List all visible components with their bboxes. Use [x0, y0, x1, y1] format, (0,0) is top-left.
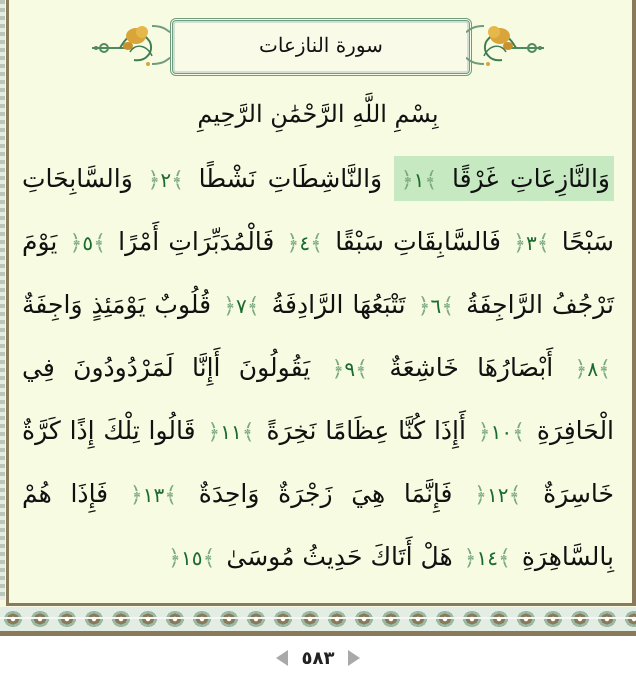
ayah-number: ٩	[344, 357, 356, 381]
ayah-number: ١٠	[490, 420, 513, 444]
ayah-number: ٧	[235, 294, 247, 318]
ayah-number-marker	[464, 546, 511, 570]
ayah-text: وَالنَّاشِطَاتِ نَشْطًا	[198, 164, 383, 193]
ayah-number-marker	[207, 420, 254, 444]
ornate-bracket-icon: ﴾	[93, 231, 107, 256]
frame-left-border	[6, 0, 9, 605]
ayah-text: قَالُوا تِلْكَ إِذًا كَرَّةٌ خَاسِرَةٌ	[22, 416, 615, 508]
ayah[interactable]	[220, 290, 406, 319]
ornamental-border-band	[0, 607, 636, 631]
ornate-bracket-icon: ﴾	[171, 168, 184, 193]
bismillah: بِسْمِ اللَّهِ الرَّحْمَٰنِ الرَّحِيمِ	[197, 100, 439, 128]
ayah-number: ١٢	[487, 483, 509, 507]
ornate-bracket-icon: ﴿	[223, 294, 236, 319]
ayah-number: ١٣	[142, 483, 165, 507]
ornate-bracket-icon: ﴿	[400, 168, 414, 193]
ornate-bracket-icon: ﴾	[164, 483, 178, 508]
ornate-bracket-icon: ﴿	[168, 546, 182, 571]
page-edge-decoration	[0, 0, 5, 600]
surah-title-cartouche	[170, 18, 472, 76]
previous-page-arrow-icon[interactable]	[276, 650, 288, 666]
ayah-text: وَالسَّابِحَاتِ سَبْحًا	[22, 164, 614, 256]
ayah-number-marker	[331, 357, 368, 381]
ornate-bracket-icon: ﴿	[69, 231, 83, 256]
ayah-text: فَإِذَا هُمْ بِالسَّاهِرَةِ	[22, 479, 614, 571]
ayah-text: أَبْصَارُهَا خَاشِعَةٌ	[389, 353, 554, 382]
ayah-number: ١	[413, 168, 425, 192]
ayah-number: ١٥	[181, 546, 203, 570]
ayah[interactable]	[394, 156, 614, 201]
ayah[interactable]	[127, 479, 453, 508]
ayah-number: ١٤	[476, 546, 498, 570]
frame-bottom-border	[6, 603, 636, 606]
ornate-bracket-icon: ﴿	[286, 231, 300, 256]
ornate-bracket-icon: ﴿	[477, 420, 491, 445]
surah-header	[90, 14, 546, 74]
ornate-bracket-icon: ﴿	[474, 483, 488, 508]
ornate-bracket-icon: ﴾	[512, 420, 526, 445]
ayah[interactable]	[328, 353, 553, 382]
ayah-number-marker	[574, 357, 611, 381]
page-number: ٥٨٣	[301, 647, 335, 669]
ornate-bracket-icon: ﴿	[129, 483, 143, 508]
ornate-bracket-icon: ﴾	[355, 357, 369, 382]
frame-outer-bottom-border	[0, 631, 636, 636]
ayah-number-marker	[287, 231, 324, 255]
ornate-bracket-icon: ﴾	[310, 231, 324, 256]
ornate-bracket-icon: ﴾	[598, 357, 611, 382]
ayah-text: فَالْمُدَبِّرَاتِ أَمْرًا	[118, 227, 275, 256]
ayah-text: تَتْبَعُهَا الرَّادِفَةُ	[271, 290, 406, 319]
ornate-bracket-icon: ﴾	[497, 546, 511, 571]
frame-right-border	[632, 0, 636, 605]
ayah-number: ١١	[220, 420, 242, 444]
ayah-number: ٣	[525, 231, 537, 255]
verses-container	[22, 148, 614, 589]
ayah-number-marker	[168, 546, 215, 570]
ornate-bracket-icon: ﴿	[207, 420, 221, 445]
floral-ornament-icon	[466, 22, 546, 68]
ayah-text: يَقُولُونَ أَإِنَّا لَمَرْدُودُونَ فِي الْحَافِرَةِ	[22, 353, 615, 445]
ayah-text: يَوْمَ تَرْجُفُ الرَّاجِفَةُ	[22, 227, 614, 319]
ayah-text: هَلْ أَتَاكَ حَدِيثُ مُوسَىٰ	[226, 542, 453, 571]
ayah-text: قُلُوبٌ يَوْمَئِذٍ وَاجِفَةٌ	[22, 290, 212, 319]
ayah[interactable]	[165, 542, 452, 571]
ornate-bracket-icon: ﴾	[441, 294, 455, 319]
ayah-number-marker	[478, 420, 525, 444]
ayah-text: أَإِذَا كُنَّا عِظَامًا نَخِرَةً	[266, 416, 466, 445]
ayah-number: ٥	[82, 231, 94, 255]
ornate-bracket-icon: ﴿	[147, 168, 161, 193]
floral-ornament-icon	[90, 22, 170, 68]
ornate-bracket-icon: ﴾	[241, 420, 255, 445]
ayah-number-marker	[70, 231, 107, 255]
ayah-number-marker	[223, 294, 260, 318]
ayah-text: فَإِنَّمَا هِيَ زَجْرَةٌ وَاحِدَةٌ	[198, 479, 453, 508]
ayah-text: وَالنَّازِعَاتِ غَرْقًا	[451, 164, 610, 193]
ayah-text: فَالسَّابِقَاتِ سَبْقًا	[335, 227, 501, 256]
ornate-bracket-icon: ﴾	[246, 294, 260, 319]
ornate-bracket-icon: ﴿	[417, 294, 431, 319]
surah-title: سورة النازعات	[259, 33, 383, 57]
ayah[interactable]	[144, 164, 382, 193]
ayah[interactable]	[204, 416, 466, 445]
ayah-number-marker	[513, 231, 550, 255]
ornate-bracket-icon: ﴿	[331, 357, 345, 382]
ornate-bracket-icon: ﴾	[202, 546, 216, 571]
ayah-number-marker	[418, 294, 455, 318]
page-navigation	[0, 646, 636, 670]
ornate-bracket-icon: ﴾	[424, 168, 438, 193]
ayah-number-marker	[130, 483, 177, 507]
ayah-number-marker	[401, 168, 438, 192]
ayah-number: ٨	[587, 357, 599, 381]
ornate-bracket-icon: ﴿	[513, 231, 526, 256]
ayah[interactable]	[284, 227, 501, 256]
ornate-bracket-icon: ﴿	[574, 357, 588, 382]
ornate-bracket-icon: ﴾	[536, 231, 550, 256]
ayah-number: ٦	[430, 294, 442, 318]
ayah-number-marker	[474, 483, 521, 507]
ornate-bracket-icon: ﴾	[508, 483, 522, 508]
next-page-arrow-icon[interactable]	[348, 650, 360, 666]
ayah-number: ٤	[299, 231, 311, 255]
ornate-bracket-icon: ﴿	[463, 546, 477, 571]
ayah-number-marker	[147, 168, 184, 192]
ayah-number: ٢	[160, 168, 172, 192]
ayah[interactable]	[67, 227, 275, 256]
